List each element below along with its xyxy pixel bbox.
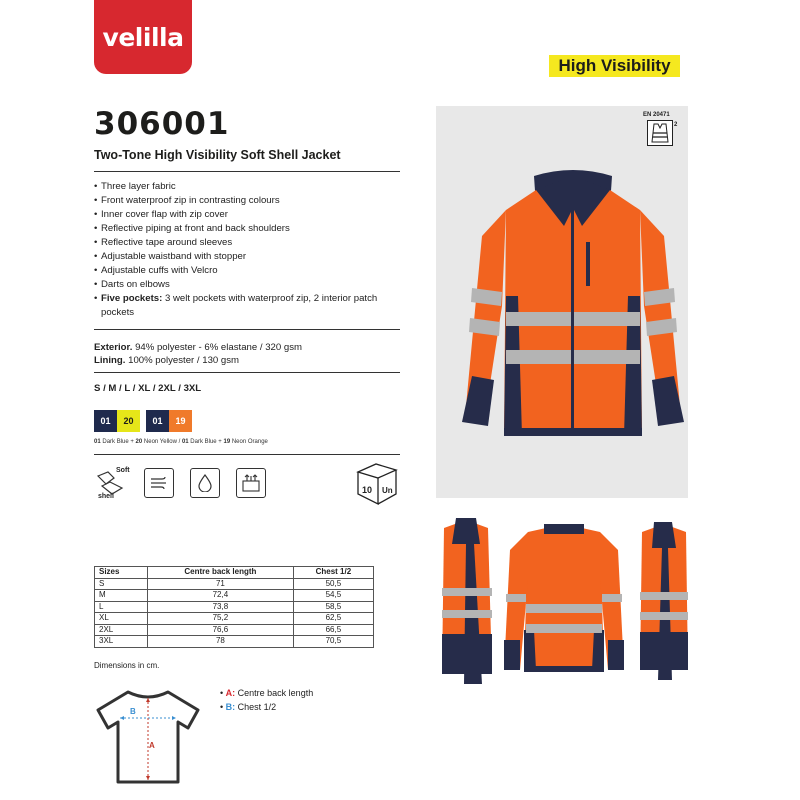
product-name: Two-Tone High Visibility Soft Shell Jacket [94,148,341,162]
divider [94,454,400,455]
column-header: Sizes [95,567,148,579]
feature-item: • Three layer fabric [94,180,400,194]
measurement-legend [220,686,313,714]
box-icon [354,460,400,506]
svg-text:shell: shell [98,493,114,500]
divider [94,329,400,330]
feature-item: • Adjustable waistband with stopper [94,250,400,264]
table-row: 2XL 76,6 66,5 [95,624,374,636]
product-photo-side-left [436,514,496,690]
product-photo-side-right [636,520,692,686]
feature-list [94,180,400,320]
colour-chip-neon-yellow: 20 [117,410,140,432]
label-a: A [149,741,155,750]
product-code: 306001 [94,106,230,142]
measurement-diagram [94,688,202,786]
waterproof-icon [190,468,220,498]
soft-shell-icon [94,464,130,500]
colour-chip-dark-blue: 01 [94,410,117,432]
fabric-composition: Exterior. 94% polyester - 6% elastane / 320 gsm Lining. 100% polyester / 130 gsm [94,342,302,366]
svg-text:Un: Un [382,486,393,495]
product-photo-front [436,106,688,498]
column-header: Centre back length [148,567,294,579]
legend-item-b: • B: Chest 1/2 [220,702,277,712]
label-b: B [130,707,136,716]
legend-item-a: • A: Centre back length [220,688,314,698]
column-header: Chest 1/2 [293,567,373,579]
feature-item: • Front waterproof zip in contrasting colours [94,194,400,208]
table-header-row [95,567,374,579]
svg-text:Soft: Soft [116,467,130,474]
colour-note: 01 Dark Blue + 20 Neon Yellow / 01 Dark Blue + 19 Neon Orange [94,439,268,445]
size-chart-table [94,566,374,648]
dimensions-note: Dimensions in cm. [94,661,160,670]
windproof-icon [144,468,174,498]
feature-item: • Reflective tape around sleeves [94,236,400,250]
category-tag: High Visibility [549,55,680,77]
standard-class: 2 [674,122,678,128]
colour-chip-neon-orange: 19 [169,410,192,432]
table-row: 3XL 78 70,5 [95,636,374,648]
colour-chip-dark-blue: 01 [146,410,169,432]
product-photo-back [504,520,624,680]
svg-text:10: 10 [362,485,373,495]
feature-item: • Inner cover flap with zip cover [94,208,400,222]
divider [94,372,400,373]
brand-logo: velilla [94,0,192,74]
size-range: S / M / L / XL / 2XL / 3XL [94,383,202,394]
table-row: XL 75,2 62,5 [95,613,374,625]
feature-item: • Adjustable cuffs with Velcro [94,264,400,278]
table-row: M 72,4 54,5 [95,590,374,602]
divider [94,171,400,172]
standard-label: EN 20471 [643,112,670,118]
table-row: L 73,8 58,5 [95,601,374,613]
feature-item: • Five pockets: 3 welt pockets with waterproof zip, 2 interior patch pockets [94,292,400,320]
table-row: S 71 50,5 [95,578,374,590]
jacket-front-image [436,106,688,498]
breathable-icon [236,468,266,498]
feature-item: • Darts on elbows [94,278,400,292]
feature-item: • Reflective piping at front and back shoulders [94,222,400,236]
